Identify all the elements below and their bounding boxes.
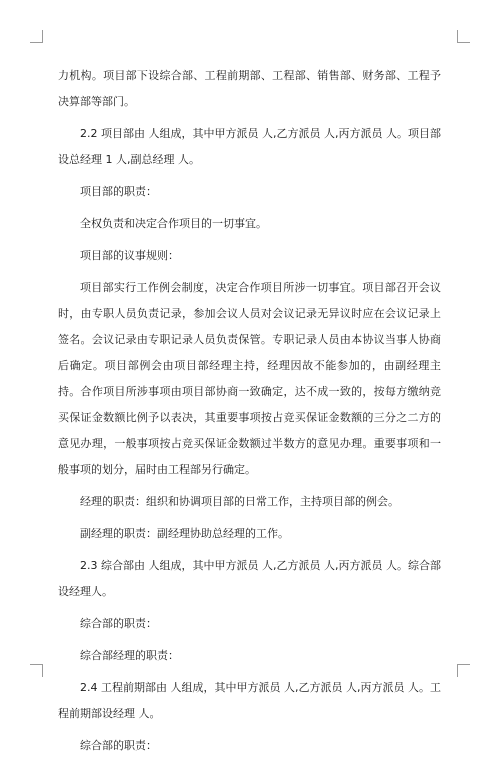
crop-mark-top-right <box>457 30 470 43</box>
paragraph-general-duties-heading: 综合部的职责： <box>80 617 157 630</box>
paragraph-deputy-duties: 副经理的职责：副经理协助总经理的工作。 <box>80 527 289 540</box>
paragraph-project-duties: 全权负责和决定合作项目的一切事宜。 <box>80 217 267 230</box>
paragraph-project-duties-heading: 项目部的职责： <box>80 185 157 198</box>
paragraph-2-3-general-dept: 2.3 综合部由 人组成，其中甲方派员 人,乙方派员 人,丙方派员 人。综合部设经理人。 <box>58 559 441 598</box>
paragraph-general-manager-duties: 综合部经理的职责： <box>80 649 179 662</box>
paragraph-rules-body: 项目部实行工作例会制度，决定合作项目所涉一切事宜。项目部召开会议时，由专职人员负责记录，参加会议人员对会议记录无异议时应在会议记录上签名。会议记录由专职记录人员负责保管。专职记录人员由本协议当事人协商后确定。项目部例会由项目部经理主持，经理因故不能参加的，由副经理主持。合作项目所涉事项由项目部协商一致确定，达不成一致的，按每方缴纳竞买保证金数额比例予以表决，其重要事项按占竞买保证金数额的三分之二方的意见办理，一般事项按占竞买保证金数额过半数方的意见办理。重要事项和一般事项的划分，届时由工程部另行确定。 <box>58 281 441 476</box>
crop-mark-top-left <box>30 30 43 43</box>
paragraph-general-duties-heading-2: 综合部的职责： <box>80 739 157 752</box>
document-body <box>58 63 441 765</box>
paragraph-manager-duties: 经理的职责：组织和协调项目部的日常工作，主持项目部的例会。 <box>80 495 399 508</box>
crop-mark-bottom-left <box>30 664 43 677</box>
paragraph-departments: 力机构。项目部下设综合部、工程前期部、工程部、销售部、财务部、工程予决算部等部门。 <box>58 69 441 108</box>
crop-mark-bottom-right <box>457 664 470 677</box>
paragraph-2-4-preliminary-dept: 2.4 工程前期部由 人组成，其中甲方派员 人,乙方派员 人,丙方派员 人。工程前期部设经理 人。 <box>58 681 441 720</box>
paragraph-2-2-project-dept: 2.2 项目部由 人组成，其中甲方派员 人,乙方派员 人,丙方派员 人。项目部设总经理 1 人,副总经理 人。 <box>58 127 441 166</box>
paragraph-rules-heading: 项目部的议事规则： <box>80 249 179 262</box>
